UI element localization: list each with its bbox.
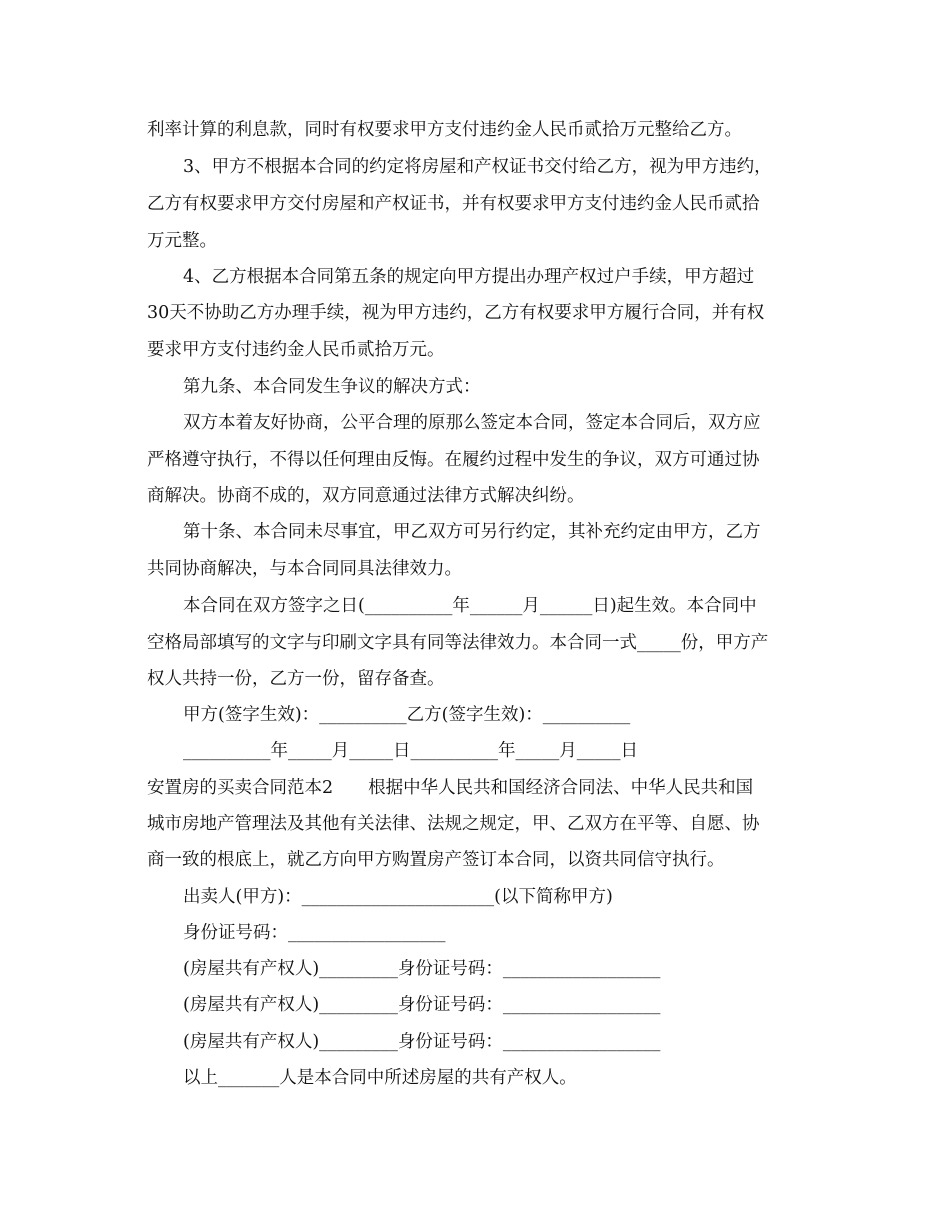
text-line: 城市房地产管理法及其他有关法律、法规之规定，甲、乙双方在平等、自愿、协 <box>147 814 760 834</box>
text-line: 第十条、本合同未尽事宜，甲乙双方可另行约定，其补充约定由甲方，乙方 <box>183 522 761 542</box>
text-line: (房屋共有产权人)_________身份证号码：__________________ <box>183 1032 661 1052</box>
text-line: 空格局部填写的文字与印刷文字具有同等法律效力。本合同一式_____份，甲方产 <box>147 633 769 653</box>
text-line: (房屋共有产权人)_________身份证号码：__________________ <box>183 995 661 1015</box>
text-line: 利率计算的利息款，同时有权要求甲方支付违约金人民币贰拾万元整给乙方。 <box>147 120 742 140</box>
text-line: 身份证号码：__________________ <box>183 923 446 943</box>
text-line: 乙方有权要求甲方交付房屋和产权证书，并有权要求甲方支付违约金人民币贰拾 <box>147 194 760 214</box>
text-line: 权人共持一份，乙方一份，留存备查。 <box>147 669 445 689</box>
text-line: 商一致的根底上，就乙方向甲方购置房产签订本合同，以资共同信守执行。 <box>147 850 725 870</box>
text-line: 甲方(签字生效)：__________乙方(签字生效)：__________ <box>183 705 631 725</box>
text-line: 以上_______人是本合同中所述房屋的共有产权人。 <box>183 1068 577 1088</box>
text-line: 出卖人(甲方)：______________________(以下简称甲方) <box>183 887 613 907</box>
text-line: 双方本着友好协商，公平合理的原那么签定本合同，签定本合同后，双方应 <box>183 413 761 433</box>
text-line: (房屋共有产权人)_________身份证号码：__________________ <box>183 959 661 979</box>
text-line: 要求甲方支付违约金人民币贰拾万元。 <box>147 340 445 360</box>
text-line: 第九条、本合同发生争议的解决方式： <box>183 377 481 397</box>
text-line: 3、甲方不根据本合同的约定将房屋和产权证书交付给乙方，视为甲方违约， <box>183 157 772 177</box>
text-line: 本合同在双方签字之日(__________年______月______日)起生效。本合同中 <box>183 596 757 616</box>
text-line: 安置房的买卖合同范本2 根据中华人民共和国经济合同法、中华人民共和国 <box>147 778 754 798</box>
text-line: 30天不协助乙方办理手续，视为甲方违约，乙方有权要求甲方履行合同，并有权 <box>147 303 765 323</box>
text-line: 严格遵守执行，不得以任何理由反悔。在履约过程中发生的争议，双方可通过协 <box>147 450 760 470</box>
text-line: 共同协商解决，与本合同同具法律效力。 <box>147 559 462 579</box>
text-line: __________年_____月_____日__________年_____月_____日 <box>183 741 638 761</box>
text-line: 4、乙方根据本合同第五条的规定向甲方提出办理产权过户手续，甲方超过 <box>183 267 755 287</box>
text-line: 万元整。 <box>147 231 217 251</box>
text-line: 商解决。协商不成的，双方同意通过法律方式解决纠纷。 <box>147 486 585 506</box>
